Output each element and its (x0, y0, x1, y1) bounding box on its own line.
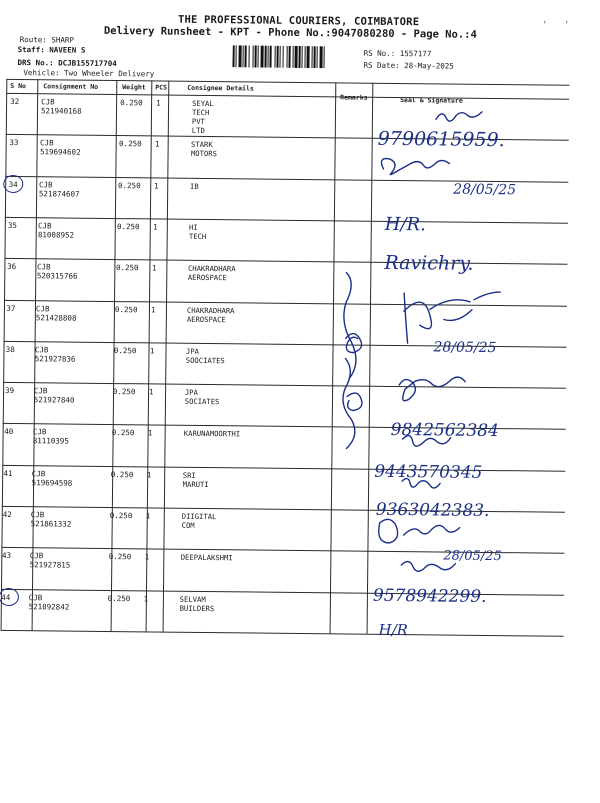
drs-number: DRS No.: DCJB155717704 (17, 58, 117, 69)
barcode-bar (316, 46, 317, 68)
cell-consignee: HI TECH (188, 222, 207, 241)
cell-weight: 0.250 (114, 304, 138, 314)
barcode-bar (274, 46, 275, 68)
cell-consignment: CJB 521940168 (40, 97, 82, 116)
cell-sno: 35 (7, 220, 17, 230)
cell-pcs: 1 (148, 387, 154, 397)
cell-consignment: CJB 521927836 (34, 345, 76, 364)
handwritten-phone-41: 9443570345 (374, 461, 483, 483)
cell-pcs: 1 (145, 511, 151, 521)
barcode-bar (267, 46, 268, 68)
barcode-bar (276, 46, 278, 68)
barcode-bar (252, 45, 253, 67)
barcode-bar (292, 46, 293, 68)
cell-consignment: CJB 81008952 (37, 221, 75, 240)
col-header-remarks: Remarks (340, 93, 368, 102)
cell-consignment: CJB 521428808 (35, 303, 77, 323)
cell-sno: 38 (5, 344, 15, 354)
circle-mark (0, 587, 19, 605)
barcode-bar (306, 46, 309, 68)
cell-sno: 33 (9, 138, 19, 148)
cell-pcs: 1 (150, 304, 156, 314)
handwritten-name-35: Ravichry. (384, 251, 474, 275)
cell-weight: 0.250 (115, 263, 139, 273)
barcode-bar (319, 46, 322, 68)
circle-mark (3, 174, 23, 192)
col-header-pcs: PCS (155, 83, 168, 92)
barcode-bar (235, 45, 236, 67)
cell-pcs: 1 (146, 470, 152, 480)
col-header-weight: Weight (122, 83, 146, 92)
col-header-consignment: Consignment No (43, 82, 99, 91)
barcode-bar (242, 45, 243, 67)
cell-weight: 0.250 (117, 180, 141, 190)
cell-weight: 0.250 (113, 345, 137, 356)
cell-weight: 0.250 (109, 511, 133, 521)
cell-sno: 37 (6, 303, 16, 313)
cell-weight: 0.250 (119, 139, 142, 149)
cell-consignee: IB (189, 181, 199, 191)
barcode-bar (294, 46, 297, 68)
barcode-bar (269, 46, 271, 68)
barcode (232, 45, 356, 68)
cell-consignment: CJB 521861332 (30, 510, 72, 529)
barcode-bar (286, 46, 287, 68)
rs-number: RS No.: 1557177 (363, 48, 432, 59)
cell-pcs: 1 (156, 98, 161, 108)
barcode-bar (279, 46, 280, 68)
barcode-bar (301, 46, 302, 68)
corner-mark: ‘ ’ (541, 20, 570, 31)
cell-consignee: JPA SOOCIATES (185, 346, 225, 366)
handwritten-hr-44: H/R (378, 620, 409, 640)
barcode-bar (288, 46, 290, 68)
cell-sno: 41 (3, 468, 13, 478)
cell-consignee: CHAKRADHARA AEROSPACE (187, 264, 236, 283)
cell-consignment: CJB 521927840 (33, 386, 75, 405)
cell-weight: 0.250 (112, 387, 136, 397)
barcode-bar (313, 46, 315, 68)
cell-consignee: SRI MARUTI (182, 470, 209, 489)
barcode-bar (298, 46, 300, 68)
cell-consignment: CJB 521874607 (38, 179, 80, 199)
cell-sno: 42 (2, 509, 12, 519)
handwritten-date-37: 28/05/25 (433, 339, 497, 357)
barcode-bar (282, 46, 283, 68)
cell-sno: 40 (4, 427, 14, 437)
col-header-consignee: Consignee Details (187, 83, 254, 93)
cell-weight: 0.250 (120, 98, 143, 108)
cell-consignment: CJB 521892842 (28, 592, 70, 612)
cell-weight: 0.250 (108, 552, 132, 562)
staff-label: Staff: NAVEEN S (17, 45, 86, 55)
cell-weight: 0.250 (116, 221, 140, 232)
runsheet-title: Delivery Runsheet - KPT - Phone No.:9047080280 - Page No.:4 (103, 24, 477, 41)
cell-consignment: CJB 81110395 (32, 427, 69, 446)
col-header-sno: S No (10, 81, 26, 91)
barcode-bar (238, 45, 241, 67)
cell-consignee: SEYAL TECH PVT LTD (191, 98, 214, 135)
barcode-bar (254, 46, 256, 68)
cell-consignee: JPA SOCIATES (184, 387, 220, 407)
cell-consignee: KARUNAMOORTHI (183, 429, 241, 439)
barcode-bar (248, 45, 249, 67)
cell-sno: 36 (7, 262, 17, 272)
cell-weight: 0.250 (110, 469, 134, 479)
handwritten-hr-34: H/R. (384, 213, 426, 236)
cell-sno: 43 (1, 551, 12, 561)
barcode-bar (323, 46, 324, 68)
cell-pcs: 1 (147, 428, 153, 438)
barcode-bar (244, 45, 246, 67)
handwritten-phone-42: 9363042383. (375, 499, 490, 521)
route-label: Route: SHARP (19, 35, 74, 45)
handwritten-phone-32: 9790615959. (377, 127, 505, 152)
cell-weight: 0.250 (111, 428, 135, 438)
cell-sno: 44 (1, 592, 11, 602)
barcode-bar (264, 46, 266, 68)
handwritten-date-33: 28/05/25 (453, 181, 517, 199)
handwritten-phone-39: 9842562384 (390, 419, 499, 442)
vehicle-label: Vehicle: Two Wheeler Delivery (23, 68, 155, 79)
cell-pcs: 1 (155, 139, 160, 149)
cell-pcs: 1 (143, 593, 149, 604)
barcode-bar (232, 45, 234, 67)
cell-consignee: DEEPALAKSHMI (180, 553, 233, 563)
rs-date: RS Date: 28-May-2025 (363, 60, 454, 71)
cell-sno: 34 (8, 179, 18, 189)
cell-pcs: 1 (152, 222, 158, 232)
cell-consignment: CJB 519694602 (39, 138, 81, 157)
cell-pcs: 1 (151, 263, 157, 273)
company-name: THE PROFESSIONAL COURIERS, COIMBATORE (177, 13, 420, 29)
barcode-bar (260, 46, 263, 68)
col-header-seal: Seal & Signature (400, 96, 463, 105)
handwritten-phone-44: 9578942299. (372, 585, 487, 607)
barcode-bar (304, 46, 305, 68)
handwritten-signatures (330, 82, 576, 644)
cell-pcs: 1 (149, 346, 155, 356)
cell-consignee: CHAKRADHARA AEROSPACE (186, 305, 235, 324)
cell-weight: 0.250 (107, 593, 131, 603)
cell-consignee: SELVAM BUILDERS (179, 594, 215, 613)
cell-sno: 39 (4, 386, 15, 396)
cell-consignment: CJB 521927815 (29, 551, 71, 570)
cell-consignee: DIIGITAL COM (181, 511, 217, 530)
barcode-bar (311, 46, 312, 68)
cell-consignment: CJB 520315766 (36, 262, 78, 281)
barcode-bar (257, 46, 258, 68)
cell-pcs: 1 (153, 181, 159, 191)
cell-consignee: STARK MOTORS (190, 140, 217, 159)
handwritten-date-43: 28/05/25 (443, 548, 502, 565)
cell-pcs: 1 (144, 552, 150, 562)
cell-sno: 32 (10, 96, 20, 107)
cell-consignment: CJB 519694598 (31, 468, 73, 488)
